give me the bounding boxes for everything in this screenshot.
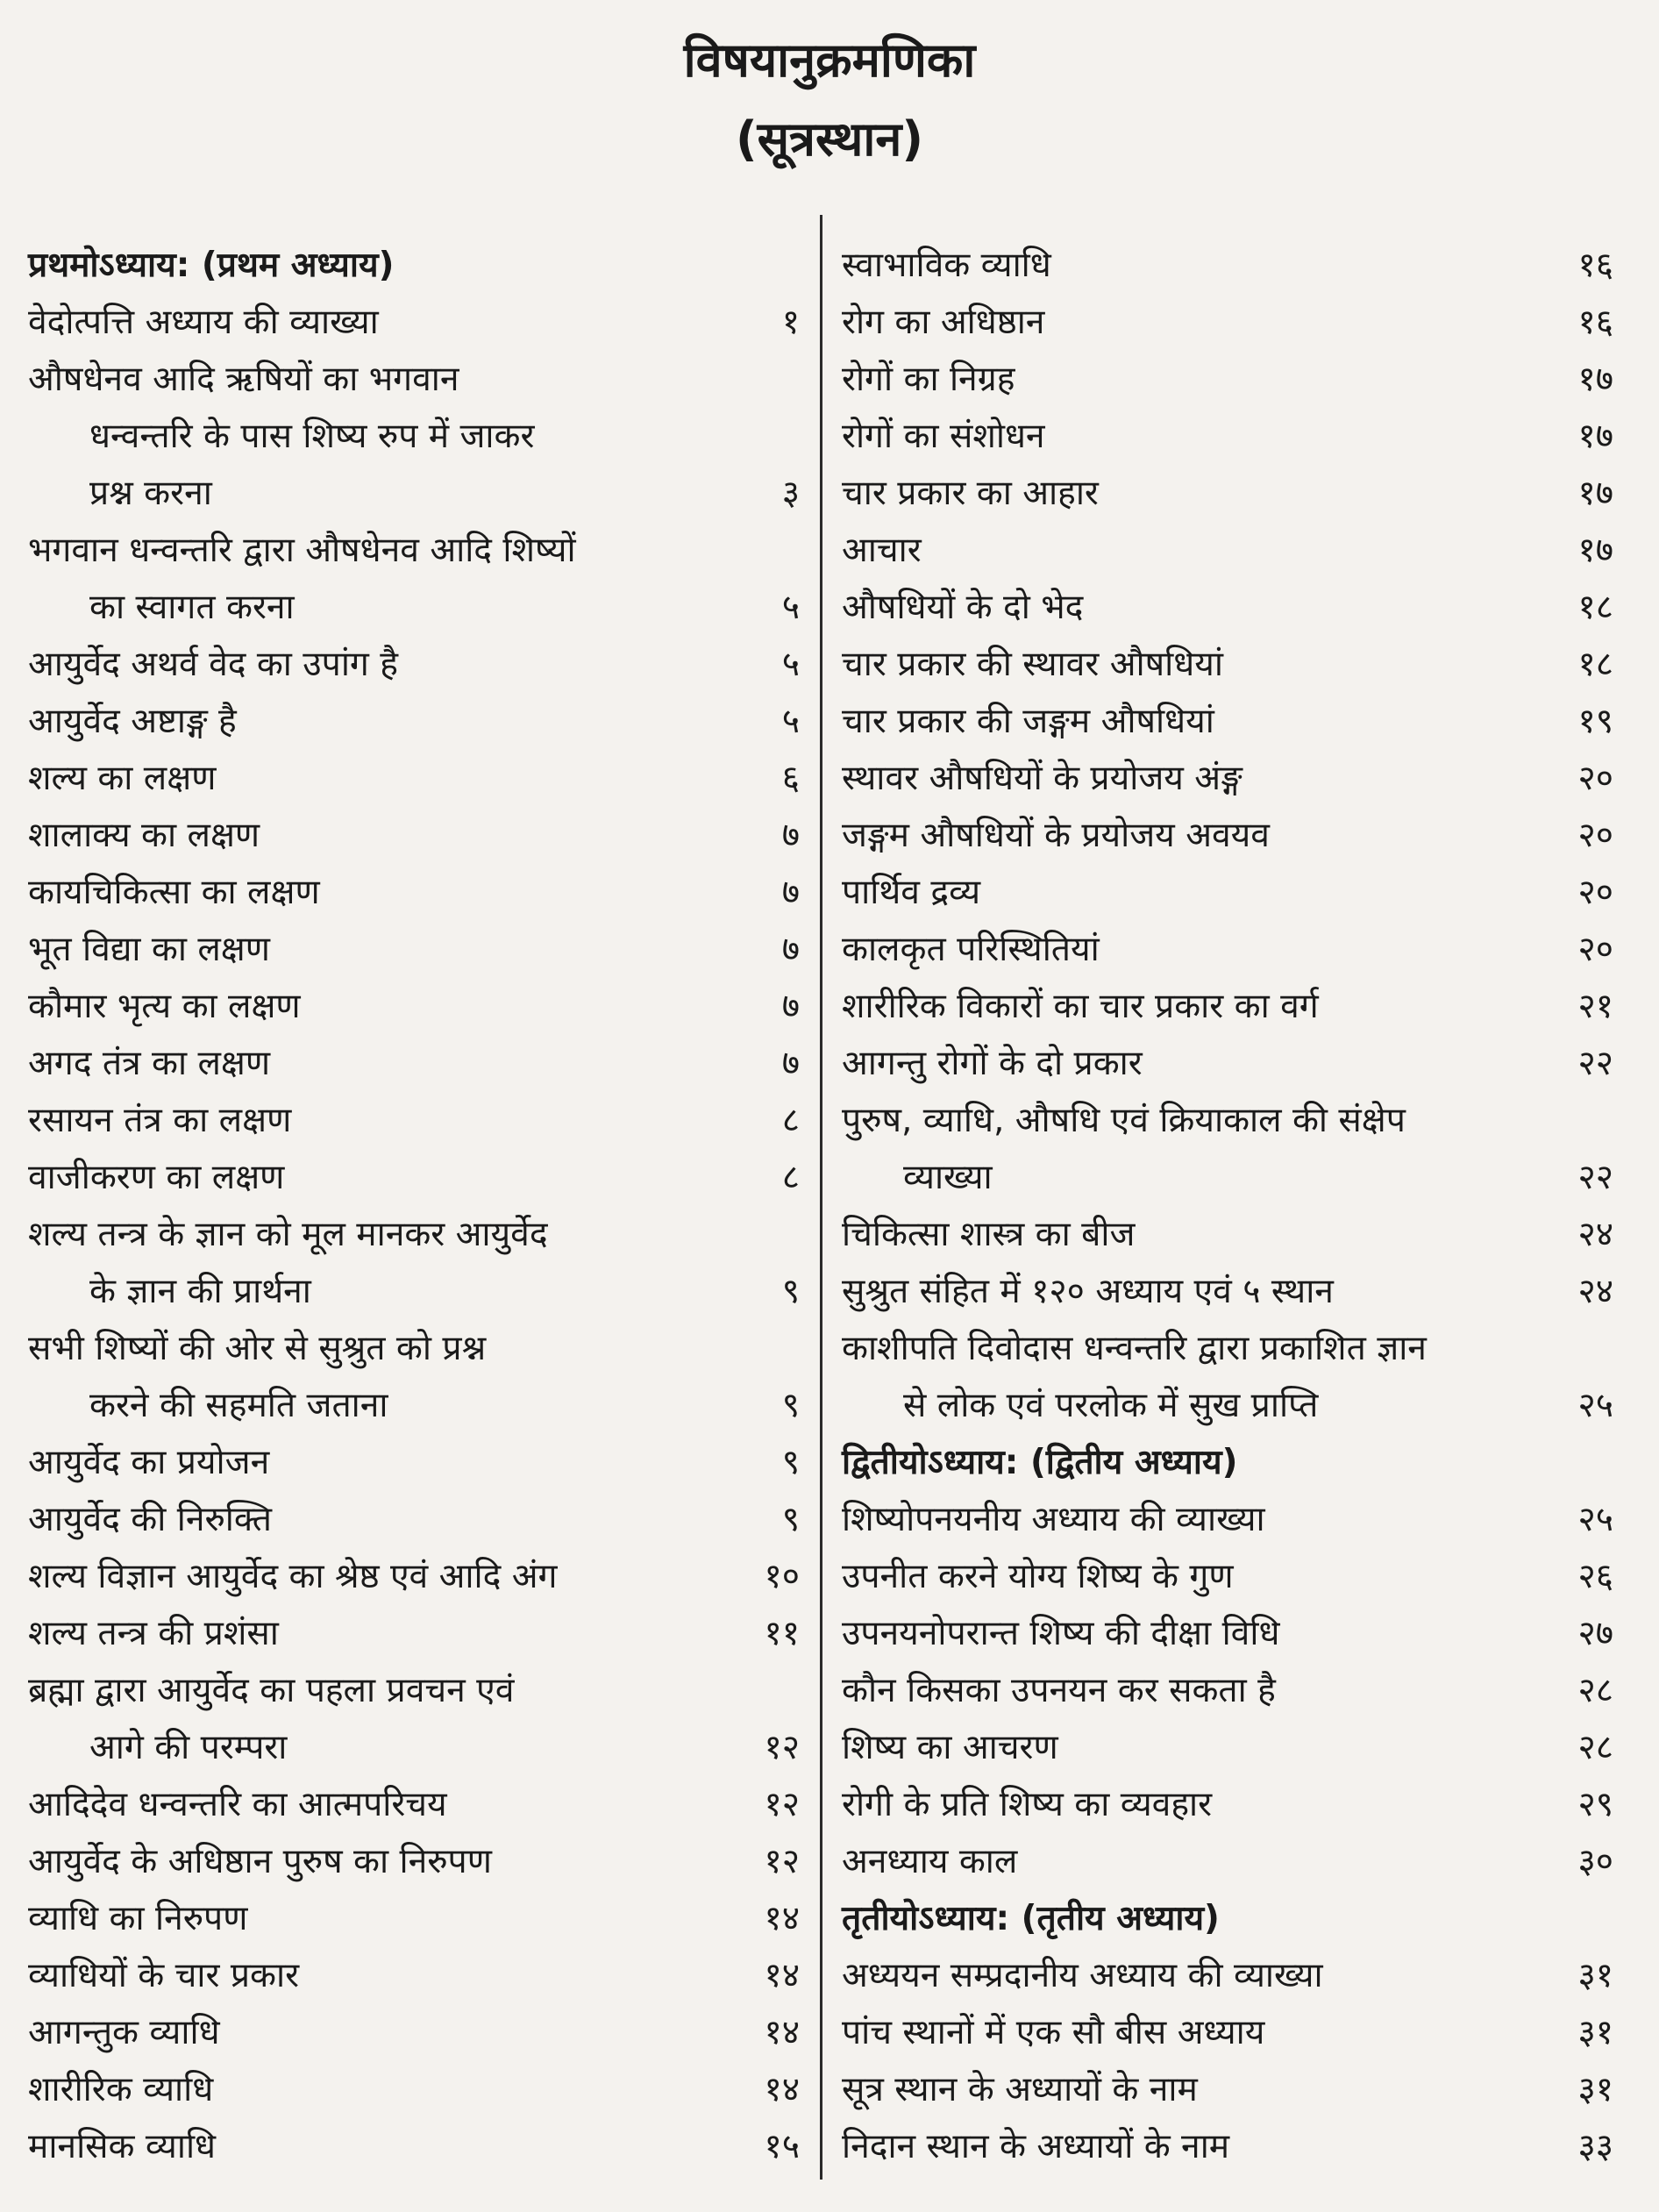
toc-entry [842, 636, 1613, 693]
toc-entry-text: आगन्तु रोगों के दो प्रकार [842, 1044, 1143, 1083]
toc-entry [28, 1776, 800, 1833]
toc-page-number: १६ [1577, 246, 1613, 285]
toc-entry-text: चार प्रकार का आहार [842, 474, 1099, 513]
toc-entry [842, 1263, 1613, 1320]
toc-entry-text: आयुर्वेद अथर्व वेद का उपांग है [28, 645, 398, 684]
toc-page-number: १ [781, 303, 800, 342]
toc-page-number: ७ [781, 816, 800, 855]
toc-page-number: १२ [764, 1785, 800, 1824]
toc-page-number: १४ [764, 1956, 800, 1995]
toc-entry-text: उपनीत करने योग्य शिष्य के गुण [842, 1557, 1234, 1596]
toc-entry [842, 1035, 1613, 1092]
toc-entry-text: निदान स्थान के अध्यायों के नाम [842, 2127, 1230, 2166]
toc-entry [842, 465, 1613, 522]
toc-page-number: २९ [1577, 1785, 1613, 1824]
toc-entry [28, 693, 800, 750]
toc-page-number: ३३ [1577, 2127, 1613, 2166]
toc-entry-text: कायचिकित्सा का लक्षण [28, 873, 320, 912]
toc-entry [28, 1206, 800, 1263]
toc-entry-text: रसायन तंत्र का लक्षण [28, 1101, 292, 1140]
toc-left-column [28, 237, 800, 2175]
toc-entry-text: सूत्र स्थान के अध्यायों के नाम [842, 2070, 1198, 2109]
toc-page-number: ३१ [1577, 2013, 1613, 2052]
toc-entry [28, 1605, 800, 1662]
toc-entry [28, 807, 800, 864]
toc-entry-text: पार्थिव द्रव्य [842, 873, 981, 912]
toc-entry-text: रोगों का निग्रह [842, 360, 1015, 399]
toc-page-number: २६ [1577, 1557, 1613, 1596]
toc-page-number: २५ [1577, 1500, 1613, 1539]
toc-entry-text: रोगी के प्रति शिष्य का व्यवहार [842, 1785, 1213, 1824]
toc-page-number: १४ [764, 2070, 800, 2109]
toc-entry-text: कौन किसका उपनयन कर सकता है [842, 1671, 1276, 1710]
toc-entry-text: पुरुष, व्याधि, औषधि एवं क्रियाकाल की संक्षेप [842, 1101, 1406, 1140]
toc-entry [28, 1662, 800, 1719]
toc-entry [842, 2061, 1613, 2118]
toc-entry [28, 1092, 800, 1149]
toc-page-number: ५ [781, 645, 800, 684]
toc-entry [842, 1320, 1613, 1377]
toc-entry [842, 1377, 1613, 1434]
toc-entry [842, 1719, 1613, 1776]
toc-entry-text: कालकृत परिस्थितियां [842, 930, 1100, 969]
toc-entry-text: व्याधियों के चार प्रकार [28, 1956, 300, 1995]
toc-entry [28, 1890, 800, 1947]
toc-page-number: २८ [1577, 1671, 1613, 1710]
toc-entry [28, 294, 800, 351]
toc-entry [28, 1263, 800, 1320]
toc-entry-text: अध्ययन सम्प्रदानीय अध्याय की व्याख्या [842, 1956, 1323, 1995]
toc-entry [28, 750, 800, 807]
toc-entry-text: धन्वन्तरि के पास शिष्य रुप में जाकर [89, 417, 535, 456]
toc-entry [842, 1947, 1613, 2004]
toc-entry-text: से लोक एवं परलोक में सुख प्राप्ति [903, 1386, 1319, 1425]
page-subtitle: (सूत्रस्थान) [735, 111, 924, 167]
toc-page-number: ५ [781, 702, 800, 741]
chapter-heading [842, 1434, 1613, 1491]
toc-entry [28, 2118, 800, 2175]
toc-entry [28, 978, 800, 1035]
toc-entry-text: आयुर्वेद अष्टाङ्ग है [28, 702, 237, 741]
chapter-heading-text: तृतीयोऽध्याय: (तृतीय अध्याय) [842, 1899, 1220, 1938]
toc-entry [28, 408, 800, 465]
toc-entry [842, 351, 1613, 408]
toc-entry-text: स्वाभाविक व्याधि [842, 246, 1051, 285]
toc-page-number: ८ [781, 1158, 800, 1197]
toc-entry-text: स्थावर औषधियों के प्रयोजय अंङ्ग [842, 759, 1242, 798]
toc-entry [28, 1320, 800, 1377]
toc-page-number: २८ [1577, 1728, 1613, 1767]
toc-entry [842, 750, 1613, 807]
toc-page-number: १० [764, 1557, 800, 1596]
toc-entry-text: शिष्य का आचरण [842, 1728, 1058, 1767]
toc-entry-text: रोगों का संशोधन [842, 417, 1045, 456]
toc-page-number: १२ [764, 1728, 800, 1767]
toc-entry-text: आगन्तुक व्याधि [28, 2013, 220, 2052]
toc-entry-text: प्रश्न करना [89, 474, 212, 513]
toc-entry [28, 636, 800, 693]
toc-page-number: २२ [1577, 1158, 1613, 1197]
toc-page-number: १७ [1577, 531, 1613, 570]
toc-entry-text: चिकित्सा शास्त्र का बीज [842, 1215, 1136, 1254]
toc-page-number: २० [1577, 759, 1613, 798]
chapter-heading [28, 237, 800, 294]
toc-entry-text: आयुर्वेद का प्रयोजन [28, 1443, 270, 1482]
toc-page-number: ७ [781, 873, 800, 912]
toc-entry-text: के ज्ञान की प्रार्थना [89, 1272, 311, 1311]
toc-entry-text: उपनयनोपरान्त शिष्य की दीक्षा विधि [842, 1614, 1280, 1653]
toc-entry [28, 2061, 800, 2118]
toc-entry-text: रोग का अधिष्ठान [842, 303, 1045, 342]
toc-page-number: ११ [764, 1614, 800, 1653]
toc-page-number: १४ [764, 1899, 800, 1938]
toc-page-number: २७ [1577, 1614, 1613, 1653]
toc-page-number: ३ [781, 474, 800, 513]
toc-entry [842, 1662, 1613, 1719]
toc-entry-text: कौमार भृत्य का लक्षण [28, 987, 301, 1026]
toc-entry-text: शल्य का लक्षण [28, 759, 217, 798]
toc-entry-text: आयुर्वेद की निरुक्ति [28, 1500, 273, 1539]
toc-page-number: १९ [1577, 702, 1613, 741]
toc-entry-text: सभी शिष्यों की ओर से सुश्रुत को प्रश्न [28, 1329, 487, 1368]
toc-entry [842, 807, 1613, 864]
toc-page-number: १५ [764, 2127, 800, 2166]
toc-entry-text: पांच स्थानों में एक सौ बीस अध्याय [842, 2013, 1265, 2052]
toc-entry [842, 693, 1613, 750]
toc-entry [28, 579, 800, 636]
toc-page-number: ९ [781, 1386, 800, 1425]
chapter-heading-text: द्वितीयोऽध्याय: (द्वितीय अध्याय) [842, 1443, 1238, 1482]
toc-entry-text: शारीरिक विकारों का चार प्रकार का वर्ग [842, 987, 1319, 1026]
chapter-heading [842, 1890, 1613, 1947]
toc-entry-text: करने की सहमति जताना [89, 1386, 388, 1425]
toc-entry [842, 2004, 1613, 2061]
toc-entry [842, 1776, 1613, 1833]
toc-page-number: २० [1577, 873, 1613, 912]
toc-page-number: १८ [1577, 645, 1613, 684]
toc-entry [28, 1149, 800, 1206]
toc-entry [842, 579, 1613, 636]
toc-entry-text: शालाक्य का लक्षण [28, 816, 260, 855]
toc-entry-text: आगे की परम्परा [89, 1728, 288, 1767]
toc-entry [842, 1092, 1613, 1149]
toc-page-number: २५ [1577, 1386, 1613, 1425]
toc-entry [28, 351, 800, 408]
toc-entry-text: शल्य तन्त्र की प्रशंसा [28, 1614, 279, 1653]
toc-page-number: ३१ [1577, 2070, 1613, 2109]
toc-entry-text: अनध्याय काल [842, 1842, 1018, 1881]
toc-entry [842, 864, 1613, 921]
toc-entry-text: औषधियों के दो भेद [842, 588, 1084, 627]
toc-entry-text: जङ्गम औषधियों के प्रयोजय अवयव [842, 816, 1270, 855]
toc-entry [842, 1206, 1613, 1263]
column-divider [820, 215, 822, 2180]
toc-entry-text: भगवान धन्वन्तरि द्वारा औषधेनव आदि शिष्यों [28, 531, 576, 570]
toc-entry [28, 1377, 800, 1434]
toc-entry-text: वेदोत्पत्ति अध्याय की व्याख्या [28, 303, 379, 342]
page-title: विषयानुक्रमणिका [683, 32, 976, 88]
toc-page-number: ३० [1577, 1842, 1613, 1881]
chapter-heading-text: प्रथमोऽध्याय: (प्रथम अध्याय) [28, 246, 395, 285]
toc-entry-text: शल्य विज्ञान आयुर्वेद का श्रेष्ठ एवं आदि अंग [28, 1557, 558, 1596]
toc-entry-text: भूत विद्या का लक्षण [28, 930, 270, 969]
toc-page-number: ७ [781, 1044, 800, 1083]
toc-page-number: १६ [1577, 303, 1613, 342]
toc-entry [842, 978, 1613, 1035]
toc-page-number: १२ [764, 1842, 800, 1881]
toc-entry [28, 2004, 800, 2061]
toc-entry [842, 1605, 1613, 1662]
toc-entry [842, 1149, 1613, 1206]
toc-entry [842, 1548, 1613, 1605]
toc-page-number: १८ [1577, 588, 1613, 627]
toc-entry-text: व्याधि का निरुपण [28, 1899, 248, 1938]
toc-entry-text: अगद तंत्र का लक्षण [28, 1044, 271, 1083]
toc-entry [842, 1491, 1613, 1548]
toc-page-number: २४ [1577, 1215, 1613, 1254]
toc-entry [842, 2118, 1613, 2175]
toc-entry [842, 1833, 1613, 1890]
toc-entry [28, 522, 800, 579]
toc-page-number: २२ [1577, 1044, 1613, 1083]
toc-page-number: ५ [781, 588, 800, 627]
toc-entry-text: आयुर्वेद के अधिष्ठान पुरुष का निरुपण [28, 1842, 492, 1881]
toc-entry-text: व्याख्या [903, 1158, 993, 1197]
toc-entry [28, 1833, 800, 1890]
toc-page-number: ७ [781, 930, 800, 969]
toc-page-number: २० [1577, 816, 1613, 855]
toc-page-number: ३१ [1577, 1956, 1613, 1995]
toc-entry-text: चार प्रकार की जङ्गम औषधियां [842, 702, 1214, 741]
toc-page-number: ९ [781, 1443, 800, 1482]
toc-page-number: ९ [781, 1500, 800, 1539]
toc-entry [28, 864, 800, 921]
toc-entry-text: काशीपति दिवोदास धन्वन्तरि द्वारा प्रकाशित ज्ञान [842, 1329, 1427, 1368]
toc-page-number: १४ [764, 2013, 800, 2052]
toc-page-number: ६ [781, 759, 800, 798]
toc-entry [28, 1434, 800, 1491]
toc-entry [28, 1719, 800, 1776]
toc-entry-text: चार प्रकार की स्थावर औषधियां [842, 645, 1223, 684]
toc-page-number: १७ [1577, 474, 1613, 513]
toc-page-number: ९ [781, 1272, 800, 1311]
toc-page-number: २४ [1577, 1272, 1613, 1311]
toc-entry [28, 921, 800, 978]
toc-entry-text: आचार [842, 531, 922, 570]
toc-entry-text: सुश्रुत संहित में १२० अध्याय एवं ५ स्थान [842, 1272, 1334, 1311]
toc-page-number: ८ [781, 1101, 800, 1140]
toc-entry-text: वाजीकरण का लक्षण [28, 1158, 285, 1197]
toc-page-number: १७ [1577, 360, 1613, 399]
toc-page-number: १७ [1577, 417, 1613, 456]
toc-entry-text: औषधेनव आदि ऋषियों का भगवान [28, 360, 459, 399]
toc-entry [28, 1491, 800, 1548]
toc-entry-text: शिष्योपनयनीय अध्याय की व्याख्या [842, 1500, 1265, 1539]
toc-entry [28, 1548, 800, 1605]
toc-entry-text: ब्रह्मा द्वारा आयुर्वेद का पहला प्रवचन एवं [28, 1671, 515, 1710]
toc-entry-text: का स्वागत करना [89, 588, 295, 627]
toc-entry-text: आदिदेव धन्वन्तरि का आत्मपरिचय [28, 1785, 447, 1824]
toc-entry [842, 294, 1613, 351]
toc-page-number: ७ [781, 987, 800, 1026]
toc-entry [842, 408, 1613, 465]
toc-entry-text: मानसिक व्याधि [28, 2127, 217, 2166]
toc-entry-text: शारीरिक व्याधि [28, 2070, 214, 2109]
toc-entry [842, 522, 1613, 579]
toc-page-number: २० [1577, 930, 1613, 969]
toc-entry [28, 1947, 800, 2004]
toc-entry [28, 1035, 800, 1092]
toc-entry [842, 237, 1613, 294]
toc-right-column [842, 237, 1613, 2175]
toc-entry [842, 921, 1613, 978]
toc-page-number: २१ [1577, 987, 1613, 1026]
toc-entry-text: शल्य तन्त्र के ज्ञान को मूल मानकर आयुर्वेद [28, 1215, 548, 1254]
toc-entry [28, 465, 800, 522]
